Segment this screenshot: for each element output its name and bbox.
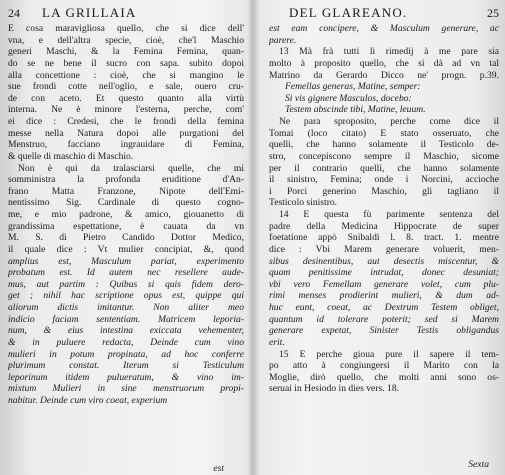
left-page-text-line: do se ne bene il sucro con sapa. subito dopoi <box>8 57 244 69</box>
right-running-title: DEL GLAREANO. <box>289 5 408 20</box>
right-page-text-line: il sinistro, Femina; onde i Norcini, accioche <box>269 174 499 186</box>
left-page-text-line: probatum est. Id autem nec resellere aude- <box>8 267 244 279</box>
right-page-text-line: i Porci generino Maschio, gli tagliano il <box>269 185 499 197</box>
right-page-text-line: Femellas generas, Matine, semper: <box>285 81 421 93</box>
left-body-text <box>8 23 244 407</box>
left-page-text-line: mulieri in potum propinata, ad hoc conferre <box>8 348 244 360</box>
left-page-text-line: interna. Ne è minore l'esterna, perche, com' <box>8 104 244 116</box>
left-page-text-line: ei dice : Credesi, che le frondi della femina <box>8 116 244 127</box>
right-page-text-line: molto à proposito quello, che si dà ad vn tal <box>269 57 499 69</box>
right-page <box>255 0 505 475</box>
left-page-text-line: generi Maschi, & la Femina Femina, quan- <box>8 46 244 58</box>
right-page-text-line: parere. <box>269 34 297 46</box>
left-page-text-line: plurimum constat. Iterum si Testiculum <box>8 360 244 372</box>
right-page-text-line: Testem abscinde tibi, Matine, leuum. <box>285 104 426 116</box>
left-running-head <box>8 5 244 21</box>
right-page-text-line: Si vis gignere Masculos, docebo: <box>285 92 412 104</box>
left-page <box>0 0 250 475</box>
left-page-text-line: nentissimo Sig. Cardinale di questo cogno- <box>8 197 244 209</box>
right-page-text-line: vbi vero Femellam generare volet, cum plu- <box>269 278 499 290</box>
right-page-text-line: Testicolo sinistro. <box>269 197 338 209</box>
left-page-text-line: Non è qui da tralasciarsi quelle, che mi <box>18 162 244 174</box>
right-page-text-line: stro, concepiscono sempre il Maschio, sicome <box>269 150 499 162</box>
left-catchword: est <box>213 463 224 474</box>
right-page-text-line: po atto à congiungersi il Marito con la <box>269 360 499 372</box>
right-page-text-line: foetatione appò Snibaldi l. 8. tract. 1. mentre <box>269 232 499 244</box>
left-page-text-line: messe nella Natura dopoi alle purgationi del <box>8 127 244 139</box>
right-page-text-line: Tomai (loco citato) E stato osseruato, che <box>269 127 499 139</box>
left-page-number: 24 <box>8 6 20 20</box>
left-page-text-line: il quale dice : Vt mulier concipiat, &, quod <box>8 243 244 255</box>
right-catchword: Sexta <box>468 459 489 470</box>
left-running-title: LA GRILLAIA <box>42 5 137 20</box>
left-page-text-line: mus, aut partim : Quibus si quis fidem dero- <box>8 278 244 290</box>
right-page-text-line: huc eunt, coeat, ac Dextrum Testem obliget, <box>269 302 499 313</box>
left-page-text-line: vna, e dell'altra specie, cioè, che'l Maschio <box>8 34 244 46</box>
right-page-text-line: est eam concipere, & Masculum generare, ac <box>269 23 499 34</box>
right-page-text-line: quantum id tolerare poterit; sed si Marem <box>269 313 499 325</box>
left-page-text-line: get ; nihil hac scriptione opus est, quippe qui <box>8 290 244 302</box>
left-page-text-line: aliorum dictis imitantur. Non aliter meo <box>8 302 244 313</box>
left-page-text-line: & in puluere redacta, Deinde cum vino <box>8 336 244 348</box>
right-page-text-line: Matrino da Gerardo Dicco ne' progn. p.39. <box>269 69 499 81</box>
right-page-text-line: generare expetat, Sinister Testis obligandus <box>269 325 499 337</box>
right-page-text-line: 13 Mà frà tutti li rimedij à me pare sia <box>279 46 499 58</box>
right-page-text-line: 15 E perche gioua pure il sapere il tem- <box>279 348 499 360</box>
left-page-text-line: E cosa maravigliosa quello, che si dice dell' <box>8 23 244 34</box>
left-page-text-line: & quelle di maschio di Maschio. <box>8 150 134 162</box>
left-page-text-line: leporinum itidem pulueratum, & vino im- <box>8 371 244 383</box>
left-page-text-line: grandissima espettatione, è cauata da vn <box>8 220 244 232</box>
right-page-text-line: sibus desinentibus, aut desectis miscentur, & <box>269 255 499 267</box>
right-page-text-line: quelli, che hanno solamente il Testicolo de- <box>269 139 499 151</box>
right-running-head <box>269 5 499 21</box>
left-page-text-line: Menstruo, facciano ingrauidare di Femina, <box>8 139 244 151</box>
right-page-text-line: dice : Vbi Marem generare voluerit, men- <box>269 243 499 255</box>
right-page-text-line: erit. <box>269 336 285 348</box>
right-page-number: 25 <box>487 6 499 20</box>
right-body-text <box>269 23 499 395</box>
right-page-text-line: 14 E questa fù parimente sentenza del <box>279 209 499 220</box>
left-page-text-line: nabitur. Deinde cum viro coeat, experium <box>8 395 168 406</box>
right-page-text-line: per il contrario quelli, che hanno solamente <box>269 162 499 174</box>
left-page-text-line: de con aceto. Et questo quanto alla virtù <box>8 92 244 104</box>
left-page-text-line: sue frondi cotte nell'oglio, e sale, ouero cru- <box>8 81 244 93</box>
left-page-text-line: me, e mio padrone, & amico, giouanetto di <box>8 209 244 220</box>
right-page-text-line: seruai in Hesiodo in dies vers. 18. <box>269 383 400 395</box>
right-page-text-line: Ne para sproposito, perche come dice il <box>279 116 499 127</box>
left-page-text-line: indicio faciam sententiam. Matricem leporia- <box>8 313 244 325</box>
right-page-text-line: rimi menses prodierint mulieri, & dum ad- <box>269 290 499 302</box>
right-page-text-line: Moglie, dirò quello, che molti anni sono os- <box>269 371 499 383</box>
left-page-text-line: alla concettione : cioè, che si mangino le <box>8 69 244 81</box>
right-page-text-line: quam penitissime intrudat, donec desuniat; <box>269 267 499 279</box>
left-page-text-line: somministra la profonda eruditione d'An- <box>8 174 244 186</box>
left-page-text-line: mixtum Mulieri in sine menstruorum propi- <box>8 383 244 395</box>
left-page-text-line: M. S. di Pietro Candido Dottor Medico, <box>8 232 244 244</box>
left-page-text-line: frano Matta Franzone, Nipote dell'Emi- <box>8 185 244 197</box>
left-page-text-line: amplius est, Masculum pariat, experimento <box>8 255 244 267</box>
right-page-text-line: padre della Medicina Hippocrate de super <box>269 220 499 232</box>
left-page-text-line: num, & eius intestina exiccata vehementer, <box>8 325 244 337</box>
